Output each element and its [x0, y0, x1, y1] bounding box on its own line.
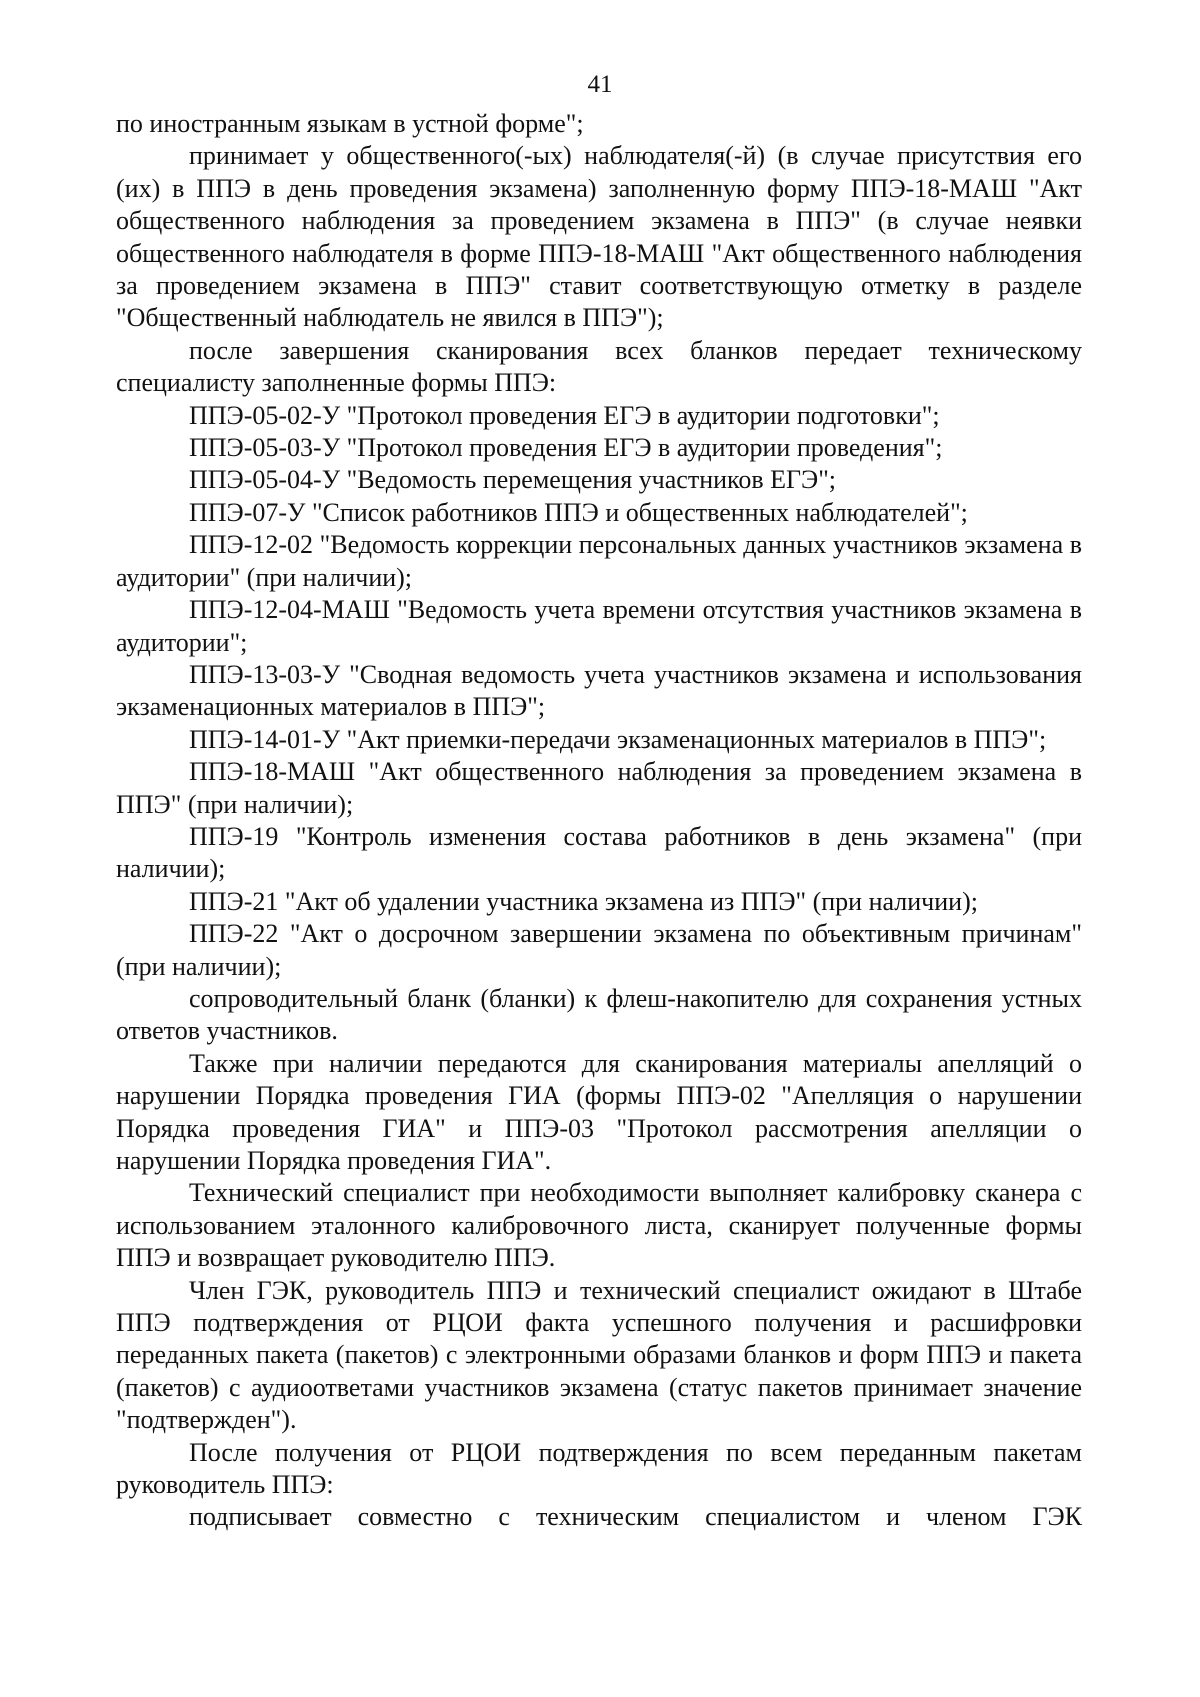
form-list-item: ППЭ-13-03-У "Сводная ведомость учета участников экзамена и использования экзаменационных материалов в ППЭ"; — [116, 659, 1082, 722]
paragraph: После получения от РЦОИ подтверждения по всем переданным пакетам руководитель ППЭ: — [116, 1437, 1082, 1500]
document-body — [116, 108, 1082, 1534]
form-list-item: ППЭ-19 "Контроль изменения состава работников в день экзамена" (при наличии); — [116, 821, 1082, 884]
form-list-item: ППЭ-12-02 "Ведомость коррекции персональных данных участников экзамена в аудитории" (при наличии); — [116, 530, 1082, 592]
paragraph: подписывает совместно с техническим специалистом и членом ГЭК — [189, 1502, 1082, 1532]
form-list-item: ППЭ-07-У "Список работников ППЭ и общественных наблюдателей"; — [189, 497, 968, 527]
page-number: 41 — [587, 71, 613, 98]
form-list-item: ППЭ-05-04-У "Ведомость перемещения участников ЕГЭ"; — [189, 465, 837, 495]
paragraph: Также при наличии передаются для сканирования материалы апелляций о нарушении Порядка проведения ГИА (формы ППЭ-02 "Апелляция о нарушении Порядка проведения ГИА" и ППЭ-03 "Протокол рассмотрения апелляции о нарушении Порядка проведения ГИА". — [116, 1048, 1082, 1175]
paragraph: по иностранным языкам в устной форме"; — [116, 109, 584, 138]
form-list-item: сопроводительный бланк (бланки) к флеш-накопителю для сохранения устных ответов участников. — [116, 983, 1082, 1046]
form-list-item: ППЭ-22 "Акт о досрочном завершении экзамена по объективным причинам" (при наличии); — [116, 919, 1082, 981]
form-list-item: ППЭ-14-01-У "Акт приемки-передачи экзаменационных материалов в ППЭ"; — [189, 724, 1047, 754]
paragraph: принимает у общественного(-ых) наблюдателя(-й) (в случае присутствия его (их) в ППЭ в день проведения экзамена) заполненную форму ППЭ-18-МАШ "Акт общественного наблюдения за проведением экзамена в ППЭ" (в случае неявки общественного наблюдателя в форме ППЭ-18-МАШ "Акт общественного наблюдения за проведением экзамена в ППЭ" ставит соответствующую отметку в разделе "Общественный наблюдатель не явился в ППЭ"); — [116, 141, 1082, 333]
form-list-item: ППЭ-05-02-У "Протокол проведения ЕГЭ в аудитории подготовки"; — [189, 400, 940, 430]
form-list-item: ППЭ-18-МАШ "Акт общественного наблюдения за проведением экзамена в ППЭ" (при наличии); — [116, 757, 1082, 819]
paragraph: Технический специалист при необходимости выполняет калибровку сканера с использованием эталонного калибровочного листа, сканирует полученные формы ППЭ и возвращает руководителю ППЭ. — [116, 1178, 1082, 1273]
form-list-item: ППЭ-21 "Акт об удалении участника экзамена из ППЭ" (при наличии); — [189, 886, 978, 916]
paragraph: после завершения сканирования всех бланков передает техническому специалисту заполненные формы ППЭ: — [116, 335, 1082, 398]
form-list-item: ППЭ-12-04-МАШ "Ведомость учета времени отсутствия участников экзамена в аудитории"; — [116, 595, 1082, 657]
form-list-item: ППЭ-05-03-У "Протокол проведения ЕГЭ в аудитории проведения"; — [189, 433, 943, 463]
paragraph: Член ГЭК, руководитель ППЭ и технический специалист ожидают в Штабе ППЭ подтверждения от РЦОИ факта успешного получения и расшифровки переданных пакета (пакетов) с электронными образами бланков и форм ППЭ и пакета (пакетов) с аудиоответами участников экзамена (статус пакетов принимает значение "подтвержден"). — [116, 1275, 1082, 1435]
